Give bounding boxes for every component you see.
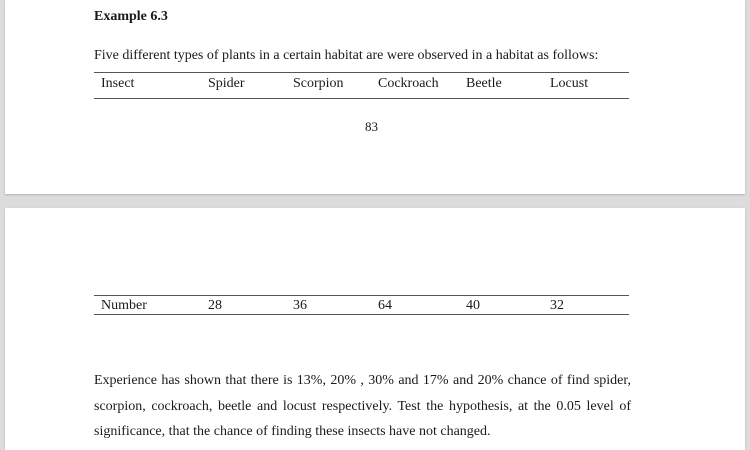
table-bottom-rule bbox=[94, 314, 629, 315]
table-header-cockroach: Cockroach bbox=[378, 76, 439, 91]
document-page-top bbox=[5, 0, 745, 194]
problem-intro-text: Five different types of plants in a certain habitat are were observed in a habitat as follows: bbox=[94, 48, 599, 63]
table-header-locust: Locust bbox=[550, 76, 589, 91]
page-number: 83 bbox=[365, 119, 378, 134]
table-cell-beetle: 40 bbox=[466, 298, 480, 313]
table-cell-scorpion: 36 bbox=[293, 298, 307, 313]
table-row-top-rule bbox=[94, 295, 629, 296]
example-heading: Example 6.3 bbox=[94, 9, 168, 24]
table-header-beetle: Beetle bbox=[466, 76, 502, 91]
problem-paragraph: Experience has shown that there is 13%, 20% , 30% and 17% and 20% chance of find spider, scorpion, cockroach, beetle and locust respectively. Test the hypothesis, at the 0.05 level of significance, that the chance of finding these insects have not changed. bbox=[94, 373, 631, 439]
table-header-label: Insect bbox=[101, 76, 135, 91]
table-row-label: Number bbox=[101, 298, 147, 313]
table-header-spider: Spider bbox=[208, 76, 245, 91]
table-header-scorpion: Scorpion bbox=[293, 76, 344, 91]
table-cell-cockroach: 64 bbox=[378, 298, 392, 313]
table-cell-locust: 32 bbox=[550, 298, 564, 313]
table-header-rule bbox=[94, 98, 629, 99]
document-page-bottom bbox=[5, 208, 745, 450]
table-top-rule bbox=[94, 72, 629, 73]
table-cell-spider: 28 bbox=[208, 298, 222, 313]
